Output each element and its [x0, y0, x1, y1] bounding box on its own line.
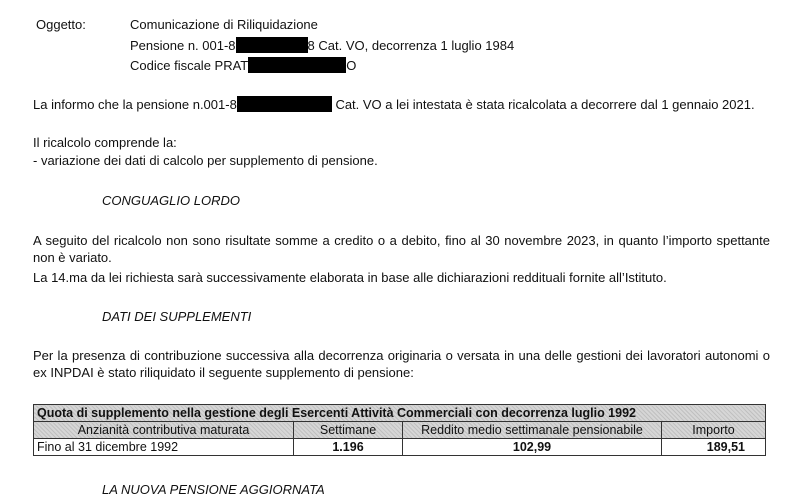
section-title-conguaglio: CONGUAGLIO LORDO	[102, 193, 240, 208]
redaction-bar	[248, 57, 346, 73]
column-header: Importo	[662, 422, 766, 439]
pension-number-line	[130, 37, 514, 53]
table-cell: 1.196	[294, 439, 403, 456]
pension-number-prefix: Pensione n. 001-8	[130, 38, 236, 53]
column-header: Settimane	[294, 422, 403, 439]
pension-number-suffix: 8 Cat. VO, decorrenza 1 luglio 1984	[307, 38, 515, 53]
column-header: Reddito medio settimanale pensionabile	[403, 422, 662, 439]
intro-text-pre: La informo che la pensione n.001-8	[33, 97, 237, 112]
table-caption: Quota di supplemento nella gestione degli Esercenti Attività Commerciali con decorrenza luglio 1992	[34, 405, 766, 422]
table-cell: Fino al 31 dicembre 1992	[34, 439, 294, 456]
section-title-nuova-pensione: LA NUOVA PENSIONE AGGIORNATA	[102, 482, 325, 497]
table-cell: 189,51	[662, 439, 766, 456]
table-row	[34, 439, 766, 456]
column-header: Anzianità contributiva maturata	[34, 422, 294, 439]
subject-title: Comunicazione di Riliquidazione	[130, 17, 318, 32]
redaction-bar	[237, 96, 332, 112]
supplementi-paragraph: Per la presenza di contribuzione successiva alla decorrenza originaria o versata in una delle gestioni dei lavoratori autonomi o ex INPDAI è stato riliquidato il seguente supplemento di pensione:	[33, 348, 770, 380]
supplement-table	[33, 404, 766, 456]
redaction-bar	[236, 37, 308, 53]
recalc-intro-line: Il ricalcolo comprende la:	[33, 135, 177, 150]
table-header-row	[34, 422, 766, 439]
recalc-item: - variazione dei dati di calcolo per supplemento di pensione.	[33, 153, 378, 168]
fourteenth-note: La 14.ma da lei richiesta sarà successivamente elaborata in base alle dichiarazioni reddituali fornite all’Istituto.	[33, 270, 667, 285]
intro-text-post: Cat. VO a lei intestata è stata ricalcolata a decorrere dal 1 gennaio 2021.	[335, 97, 755, 112]
tax-code-suffix: O	[346, 58, 357, 73]
section-title-supplementi: DATI DEI SUPPLEMENTI	[102, 309, 252, 324]
table-cell: 102,99	[403, 439, 662, 456]
conguaglio-paragraph: A seguito del ricalcolo non sono risultate somme a credito o a debito, fino al 30 novembre 2023, in quanto l’importo spettante non è variato.	[33, 233, 770, 265]
table-caption-row	[34, 405, 766, 422]
tax-code-prefix: Codice fiscale PRAT	[130, 58, 249, 73]
tax-code-line	[130, 57, 356, 73]
subject-label: Oggetto:	[36, 17, 86, 32]
intro-paragraph	[33, 96, 770, 113]
